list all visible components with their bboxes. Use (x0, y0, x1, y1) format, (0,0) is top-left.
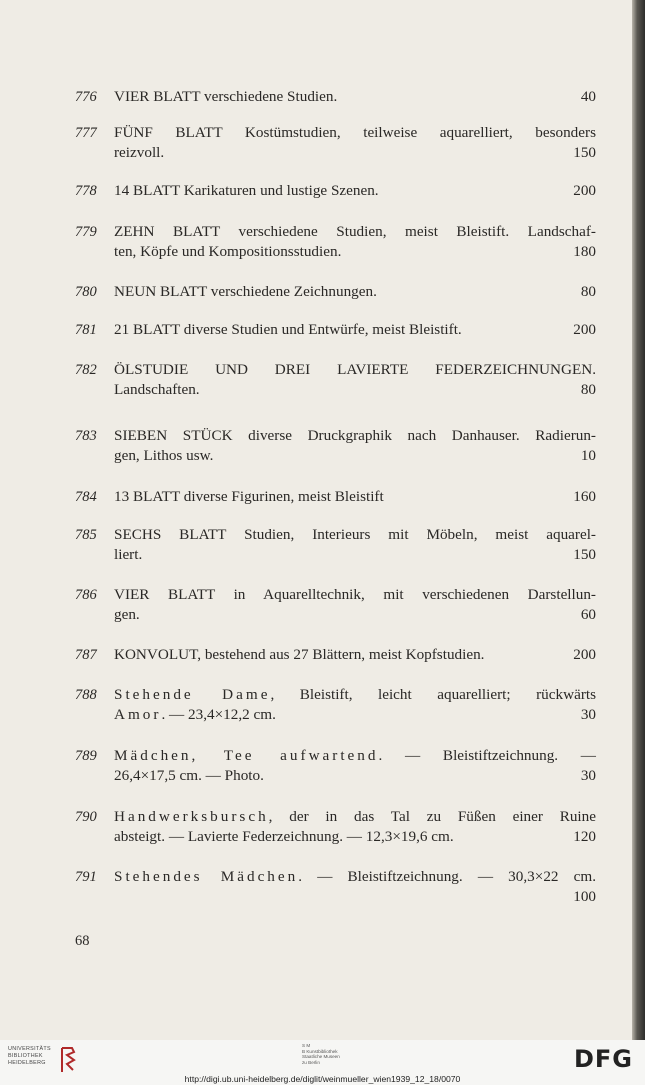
lot-number: 777 (75, 125, 97, 141)
catalog-entry (0, 746, 632, 786)
catalog-entry (0, 181, 632, 201)
entry-description-line (114, 320, 554, 340)
description-text: NEUN BLATT verschiedene Zeichnungen. (114, 283, 377, 300)
catalog-entry (0, 585, 632, 625)
entry-description-line (114, 746, 596, 766)
lot-price: 200 (573, 646, 596, 663)
description-text: 26,4×17,5 cm. — Photo. (114, 767, 264, 784)
catalog-entry (0, 487, 632, 507)
lot-number: 778 (75, 183, 97, 199)
lot-number: 787 (75, 647, 97, 663)
lot-price: 150 (573, 546, 596, 563)
university-crest-icon (59, 1046, 77, 1074)
description-text: . — 23,4×12,2 cm. (161, 706, 276, 723)
catalog-entry (0, 222, 632, 262)
artwork-title: Handwerksbursch (114, 808, 269, 825)
description-text: 21 BLATT diverse Studien und Entwürfe, meist Bleistift. (114, 321, 462, 338)
entry-description-line (114, 766, 554, 786)
description-text: gen. (114, 606, 140, 623)
dfg-logo[interactable]: DFG (573, 1045, 633, 1073)
catalog-entry (0, 525, 632, 565)
description-text: reizvoll. (114, 144, 165, 161)
entry-description-line (114, 360, 596, 380)
description-text: , Bleistift, leicht aquarelliert; rückwärts (270, 686, 597, 703)
catalog-entry (0, 360, 632, 400)
entry-description-line (114, 87, 554, 107)
entry-description-line (114, 446, 554, 466)
catalog-entry (0, 87, 632, 107)
description-text: liert. (114, 546, 143, 563)
center-logo-line: zu Berlin (302, 1059, 320, 1065)
lot-price: 120 (573, 828, 596, 845)
entry-description-line (114, 242, 554, 262)
lot-price: 80 (580, 381, 596, 398)
lot-number: 788 (75, 687, 97, 703)
digitization-footer (0, 1040, 645, 1085)
lot-price: 200 (573, 321, 596, 338)
entry-description-line (114, 705, 554, 725)
catalog-entry (0, 685, 632, 725)
university-library-logo[interactable]: UNIVERSITÄTS BIBLIOTHEK HEIDELBERG (8, 1046, 51, 1066)
center-logo-line: B Kunstbibliothek (302, 1048, 338, 1054)
lot-price: 40 (580, 88, 596, 105)
lot-number: 786 (75, 587, 97, 603)
catalog-entry (0, 282, 632, 302)
entry-description-line (114, 867, 596, 887)
entry-description-line (114, 181, 554, 201)
entry-description-line (114, 685, 596, 705)
description-text: gen, Lithos usw. (114, 447, 214, 464)
description-text: FÜNF BLATT Kostümstudien, teilweise aquarelliert, besonders (114, 124, 596, 141)
lot-number: 784 (75, 489, 97, 505)
description-text: SECHS BLATT Studien, Interieurs mit Möbeln, meist aquarel- (114, 526, 596, 543)
lot-number: 780 (75, 284, 97, 300)
description-text: VIER BLATT in Aquarelltechnik, mit verschiedenen Darstellun- (114, 586, 596, 603)
lot-price: 30 (580, 706, 596, 723)
entry-description-line (114, 123, 596, 143)
lot-price: 60 (580, 606, 596, 623)
lot-price: 150 (573, 144, 596, 161)
page-edge-shadow (632, 0, 645, 1040)
description-text: . — Bleistiftzeichnung. — (378, 747, 596, 764)
entry-description-line (114, 380, 554, 400)
description-text: 14 BLATT Karikaturen und lustige Szenen. (114, 182, 379, 199)
entry-description-line (114, 807, 596, 827)
lot-number: 790 (75, 809, 97, 825)
description-text: absteigt. — Lavierte Federzeichnung. — 12,3×19,6 cm. (114, 828, 454, 845)
description-text: ÖLSTUDIE UND DREI LAVIERTE FEDERZEICHNUNGEN. (114, 361, 596, 378)
lot-price: 80 (580, 283, 596, 300)
description-text: VIER BLATT verschiedene Studien. (114, 88, 338, 105)
description-text: KONVOLUT, bestehend aus 27 Blättern, meist Kopfstudien. (114, 646, 485, 663)
description-text: . — Bleistiftzeichnung. — 30,3×22 cm. (298, 868, 597, 885)
lot-price: 30 (580, 767, 596, 784)
catalog-entry (0, 867, 632, 907)
description-text: ten, Köpfe und Kompositionsstudien. (114, 243, 342, 260)
museum-library-logo (302, 1043, 372, 1065)
lot-number: 789 (75, 748, 97, 764)
entry-description-line (114, 487, 554, 507)
entry-description-line (114, 426, 596, 446)
lot-price: 200 (573, 182, 596, 199)
center-logo-line: S M (302, 1043, 311, 1048)
center-logo-line: Staatliche Museen (302, 1054, 340, 1060)
lot-price: 100 (573, 888, 596, 905)
lot-number: 781 (75, 322, 97, 338)
entry-description-line (114, 585, 596, 605)
artwork-title: Mädchen, Tee aufwartend (114, 747, 379, 764)
description-text: SIEBEN STÜCK diverse Druckgraphik nach Danhauser. Radierun- (114, 427, 596, 444)
entry-description-line (114, 545, 554, 565)
lot-number: 779 (75, 224, 97, 240)
entry-description-line (114, 143, 554, 163)
description-text: ZEHN BLATT verschiedene Studien, meist Bleistift. Landschaf- (114, 223, 596, 240)
entry-description-line (114, 282, 554, 302)
entry-description-line (114, 645, 554, 665)
lot-price: 160 (573, 488, 596, 505)
lot-number: 783 (75, 428, 97, 444)
entry-description-line (114, 222, 596, 242)
entry-description-line (114, 827, 554, 847)
page-number: 68 (75, 933, 90, 949)
artwork-title: Stehende Dame (114, 686, 271, 703)
catalog-entry (0, 426, 632, 466)
catalog-entry (0, 123, 632, 163)
lot-number: 776 (75, 89, 97, 105)
description-text: 13 BLATT diverse Figurinen, meist Bleistift (114, 488, 384, 505)
lot-price: 10 (580, 447, 596, 464)
description-text: , der in das Tal zu Füßen einer Ruine (268, 808, 596, 825)
description-text: Landschaften. (114, 381, 200, 398)
lot-number: 791 (75, 869, 97, 885)
catalog-entry (0, 320, 632, 340)
entry-description-line (114, 605, 554, 625)
artwork-title: Amor (114, 706, 162, 723)
lot-price: 180 (573, 243, 596, 260)
lot-number: 785 (75, 527, 97, 543)
catalog-entry (0, 645, 632, 665)
entry-description-line (114, 525, 596, 545)
artwork-title: Stehendes Mädchen (114, 868, 299, 885)
lot-number: 782 (75, 362, 97, 378)
permalink-url[interactable]: http://digi.ub.uni-heidelberg.de/diglit/weinmueller_wien1939_12_18/0070 (184, 1074, 461, 1084)
catalog-entry (0, 807, 632, 847)
